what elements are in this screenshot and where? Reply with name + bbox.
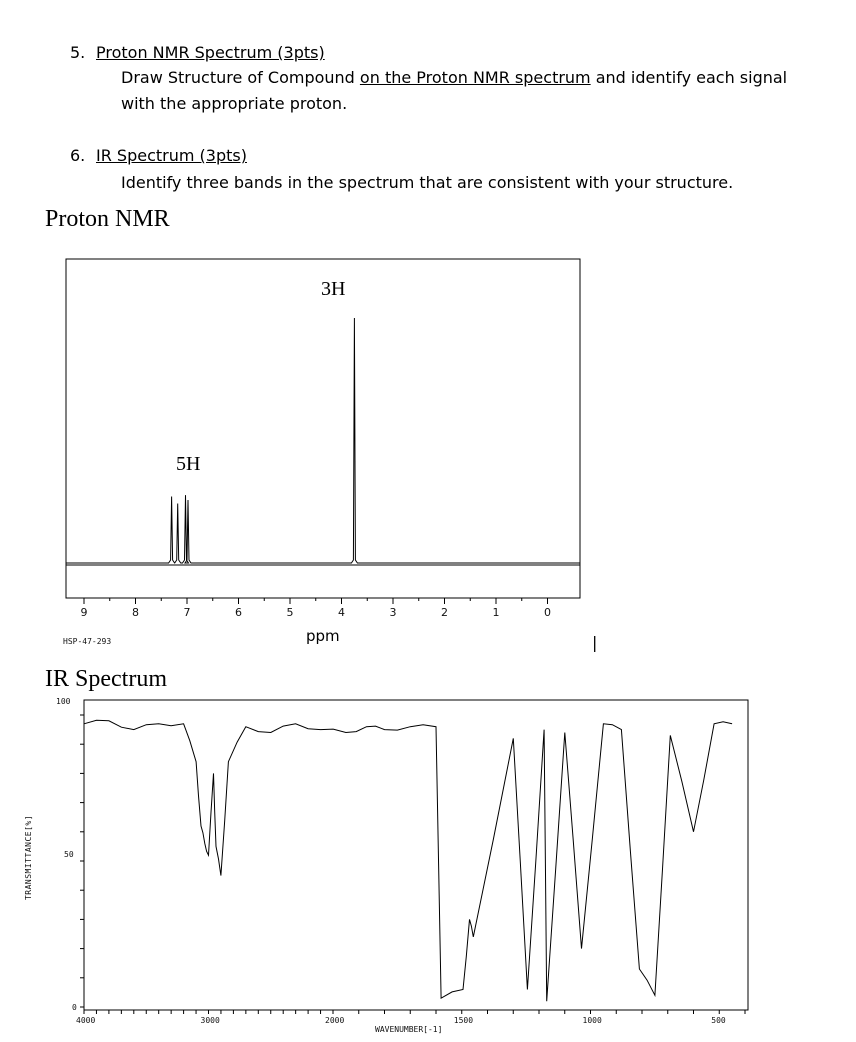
nmr-tick-label: 1 — [492, 606, 500, 619]
q5-instruction-line1 — [121, 65, 787, 91]
q5-number: 5. — [70, 43, 86, 62]
nmr-code: HSP-47-293 — [63, 637, 112, 646]
ir-xtick-label: 3000 — [200, 1016, 220, 1025]
nmr-tick-label: 9 — [80, 606, 88, 619]
nmr-trace — [66, 318, 580, 563]
q6-title: IR Spectrum (3pts) — [96, 146, 247, 165]
nmr-xlabel: ppm — [306, 627, 340, 645]
ir-xtick-label: 1500 — [453, 1016, 474, 1025]
nmr-heading: Proton NMR — [45, 206, 170, 232]
ir-xtick-label: 500 — [711, 1016, 726, 1025]
q6-number: 6. — [70, 146, 86, 165]
ir-ytick-0: 0 — [72, 1003, 77, 1012]
ir-frame — [84, 700, 748, 1010]
ir-ylabel: TRANSMITTANCE[%] — [24, 814, 34, 901]
ir-heading: IR Spectrum — [45, 666, 167, 692]
nmr-tick-label: 6 — [235, 606, 242, 619]
ir-trace — [84, 720, 732, 1001]
ir-xtick-label: 4000 — [76, 1016, 96, 1025]
nmr-label-3h: 3H — [321, 278, 346, 300]
nmr-tick-label: 3 — [389, 606, 397, 619]
q5-text-b: and identify each signal — [590, 68, 788, 87]
ir-xtick-label: 2000 — [325, 1016, 345, 1025]
nmr-label-5h: 5H — [176, 453, 201, 475]
nmr-tick-label: 4 — [338, 606, 345, 619]
nmr-tick-label: 0 — [544, 606, 551, 619]
nmr-axis-ticks — [84, 598, 548, 604]
ir-ytick-50: 50 — [64, 850, 74, 859]
text-cursor: | — [592, 633, 598, 652]
ir-ytick-100: 100 — [56, 697, 71, 706]
q5-text-a: Draw Structure of Compound — [121, 68, 360, 87]
nmr-tick-label: 8 — [132, 606, 139, 619]
q5-title: Proton NMR Spectrum (3pts) — [96, 43, 325, 62]
ir-xtick-label: 1000 — [582, 1016, 602, 1025]
q6-instruction: Identify three bands in the spectrum that are consistent with your structure. — [121, 173, 734, 192]
q5-text-link: on the Proton NMR spectrum — [359, 68, 591, 87]
ir-axis-ticks — [80, 715, 745, 1014]
ir-xlabel: WAVENUMBER[-1] — [375, 1025, 443, 1034]
nmr-tick-label: 7 — [183, 606, 191, 619]
q5-instruction-line2: with the appropriate proton. — [121, 94, 348, 113]
nmr-tick-label: 2 — [441, 606, 448, 619]
nmr-frame — [66, 259, 580, 598]
nmr-tick-label: 5 — [286, 606, 294, 619]
